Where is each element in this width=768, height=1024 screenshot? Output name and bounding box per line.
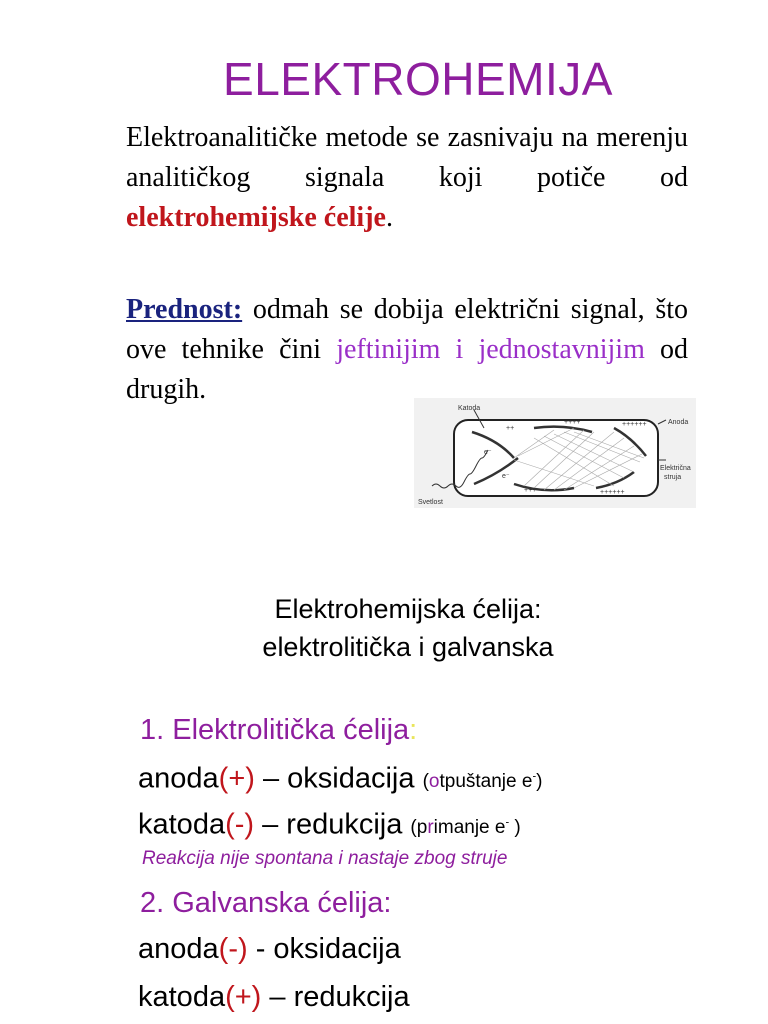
label-struja-2: struja <box>664 474 682 481</box>
advantage-label: Prednost: <box>126 294 243 325</box>
electrolytic-anode-line <box>138 758 542 801</box>
electrolytic-cathode-sign: (-) <box>225 808 255 841</box>
electrolytic-anode-process: – oksidacija <box>254 762 423 795</box>
subtitle-line-2: elektrolitička i galvanska <box>262 632 554 662</box>
label-electron-2: e⁻ <box>502 473 510 480</box>
electrolytic-cathode-note: (primanje e- ) <box>410 817 521 839</box>
label-katoda: Katoda <box>458 405 481 412</box>
galvanic-heading: 2. Galvanska ćelija: <box>140 887 392 919</box>
intro-highlight: elektrohemijske ćelije <box>126 202 386 233</box>
electrolytic-cathode-note-r: r <box>427 817 434 839</box>
advantage-text: odmah se dobija električni signal, što ove tehnike čini <box>126 294 688 365</box>
label-electron-1: e⁻ <box>484 449 492 456</box>
cell-types-subtitle <box>140 590 676 666</box>
galvanic-anode-line <box>138 930 401 968</box>
electrolytic-note: Reakcija nije spontana i nastaje zbog struje <box>142 848 508 869</box>
label-struja-1: Električna <box>660 465 691 472</box>
intro-end: . <box>385 202 393 233</box>
label-plus-bottom-1: +++ <box>524 487 537 494</box>
electrolytic-heading-text: 1. Elektrolitička ćelija <box>140 714 410 746</box>
electrolytic-anode-sign: (+) <box>218 762 255 795</box>
advantage-end: od drugih. <box>126 334 688 405</box>
galvanic-anode-label: anoda <box>138 933 219 965</box>
galvanic-cathode-label: katoda <box>138 981 226 1013</box>
label-plus-top-2: ++++++ <box>622 421 647 428</box>
advantage-paragraph <box>126 290 688 410</box>
electrolytic-heading-colon: : <box>409 714 418 746</box>
label-plus-top-1: ++++ <box>564 419 581 426</box>
galvanic-anode-sign: (-) <box>218 933 248 965</box>
intro-paragraph <box>126 118 688 238</box>
subtitle-line-1: Elektrohemijska ćelija: <box>274 594 542 624</box>
page-title: ELEKTROHEMIJA <box>223 53 613 105</box>
advantage-highlight: jeftinijim i jednostavnijim <box>336 334 645 365</box>
electrolytic-cathode-process: – redukcija <box>254 808 411 841</box>
electrolytic-anode-note-o: o <box>428 771 440 793</box>
photocell-diagram <box>414 398 696 508</box>
intro-text: Elektroanalitičke metode se zasnivaju na merenju analitičkog signala koji potiče od <box>126 122 688 193</box>
electrolytic-anode-label: anoda <box>138 762 219 795</box>
electrolytic-anode-note: (otpuštanje e-) <box>422 771 543 793</box>
electrolytic-heading <box>140 711 417 749</box>
galvanic-anode-process: - oksidacija <box>247 933 401 965</box>
cell-vessel <box>454 420 658 496</box>
galvanic-cathode-process: – redukcija <box>261 981 410 1013</box>
electrolytic-cathode-line <box>138 804 521 847</box>
electrolytic-cathode-label: katoda <box>138 808 226 841</box>
label-plus-left: ++ <box>506 425 515 432</box>
galvanic-cathode-line <box>138 978 410 1016</box>
label-plus-bottom-2: ++++++ <box>600 489 625 496</box>
label-svetlost: Svetlost <box>418 499 443 506</box>
galvanic-cathode-sign: (+) <box>225 981 262 1013</box>
label-anoda: Anoda <box>668 419 689 426</box>
